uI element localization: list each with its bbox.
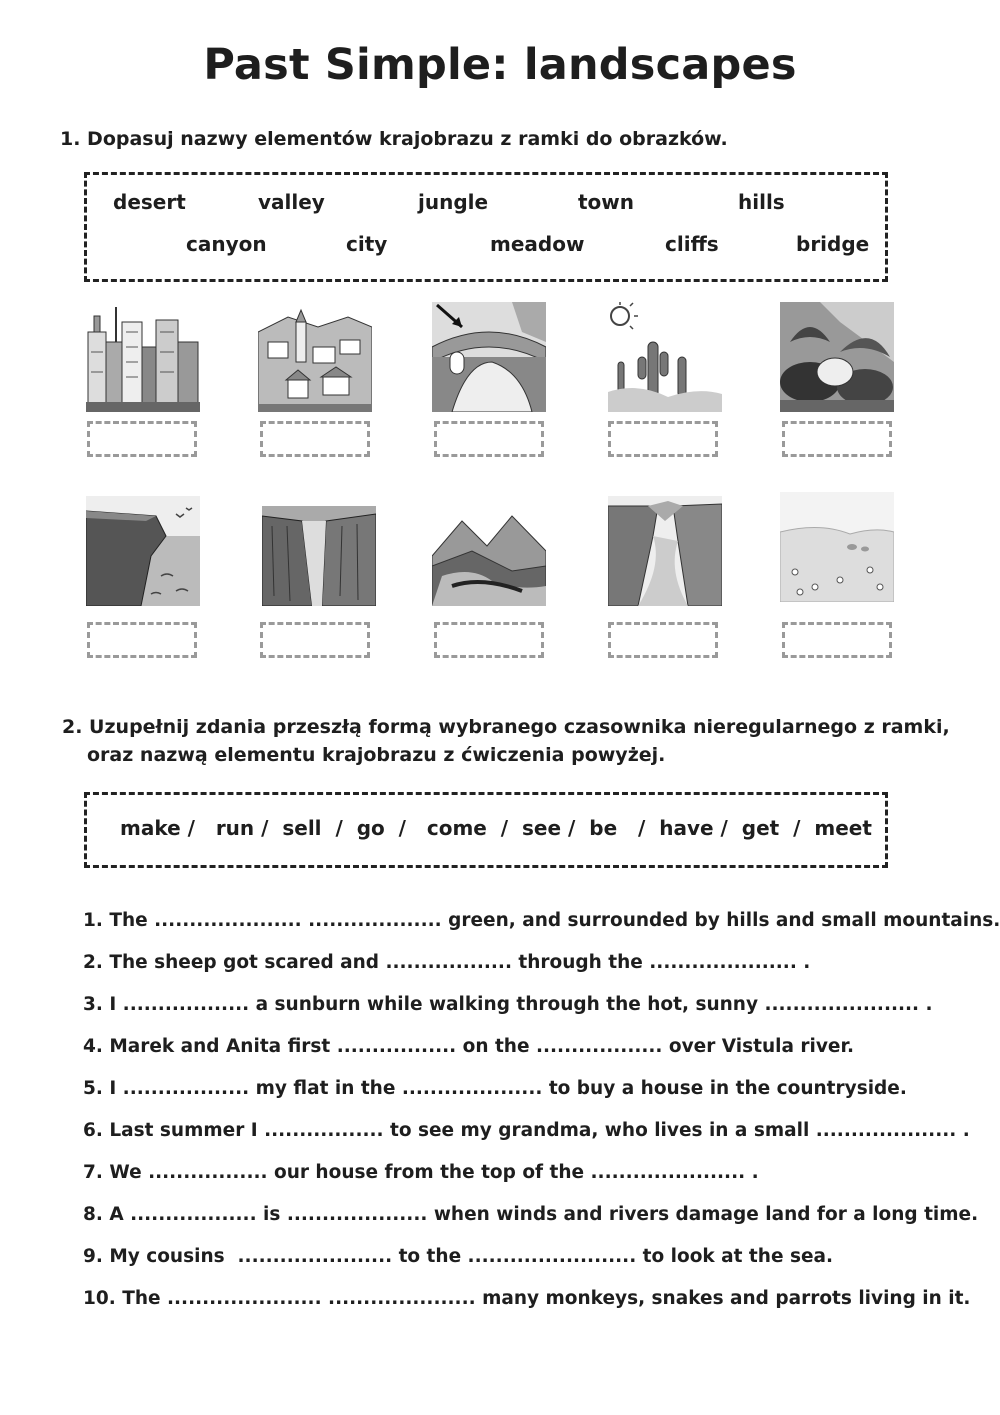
- exercise2-instruction-line1: 2. Uzupełnij zdania przeszłą formą wybranego czasownika nieregularnego z ramki,: [62, 716, 950, 738]
- city-skyline-icon: [86, 302, 200, 412]
- sentence-4: 4. Marek and Anita first ................. on the .................. over Vistula river.: [83, 1036, 854, 1057]
- answer-box-10[interactable]: [782, 622, 892, 658]
- word-desert: desert: [113, 190, 186, 214]
- word-valley: valley: [258, 190, 325, 214]
- answer-box-8[interactable]: [434, 622, 544, 658]
- valley-icon: [608, 496, 722, 606]
- desert-icon: [608, 302, 722, 412]
- verb-list: make / run / sell / go / come / see / be / have / get / meet: [120, 816, 872, 840]
- answer-box-4[interactable]: [608, 421, 718, 457]
- answer-box-7[interactable]: [260, 622, 370, 658]
- cliffs-icon: [86, 496, 200, 606]
- sentence-2: 2. The sheep got scared and .................. through the ..................... .: [83, 952, 811, 973]
- word-cliffs: cliffs: [665, 232, 719, 256]
- answer-box-9[interactable]: [608, 622, 718, 658]
- sentence-3: 3. I .................. a sunburn while walking through the hot, sunny ...................... .: [83, 994, 933, 1015]
- jungle-icon: [780, 302, 894, 412]
- exercise2-instruction-line2: oraz nazwą elementu krajobrazu z ćwiczenia powyżej.: [87, 744, 666, 766]
- word-bridge: bridge: [796, 232, 870, 256]
- answer-box-2[interactable]: [260, 421, 370, 457]
- word-canyon: canyon: [186, 232, 267, 256]
- sentence-7: 7. We ................. our house from the top of the ...................... .: [83, 1162, 759, 1183]
- word-meadow: meadow: [490, 232, 585, 256]
- word-jungle: jungle: [418, 190, 489, 214]
- meadow-icon: [780, 492, 894, 602]
- town-icon: [258, 302, 372, 412]
- hills-icon: [432, 496, 546, 606]
- word-bank-box: [84, 172, 888, 282]
- word-hills: hills: [738, 190, 785, 214]
- page-title: Past Simple: landscapes: [203, 40, 797, 90]
- word-town: town: [578, 190, 635, 214]
- sentence-6: 6. Last summer I ................. to see my grandma, who lives in a small .................... .: [83, 1120, 970, 1141]
- sentence-9: 9. My cousins ...................... to the ........................ to look at the sea.: [83, 1246, 834, 1267]
- bridge-icon: [432, 302, 546, 412]
- canyon-icon: [262, 496, 376, 606]
- answer-box-3[interactable]: [434, 421, 544, 457]
- word-city: city: [346, 232, 388, 256]
- sentence-5: 5. I .................. my flat in the .................... to buy a house in the countryside.: [83, 1078, 907, 1099]
- sentence-10: 10. The ...................... ..................... many monkeys, snakes and parrots living in it.: [83, 1288, 971, 1309]
- sentence-8: 8. A .................. is .................... when winds and rivers damage land for a long time.: [83, 1204, 979, 1225]
- answer-box-1[interactable]: [87, 421, 197, 457]
- answer-box-5[interactable]: [782, 421, 892, 457]
- sentence-1: 1. The ..................... ................... green, and surrounded by hills and small mountains.: [83, 910, 1000, 931]
- answer-box-6[interactable]: [87, 622, 197, 658]
- exercise1-instruction: 1. Dopasuj nazwy elementów krajobrazu z ramki do obrazków.: [60, 128, 728, 150]
